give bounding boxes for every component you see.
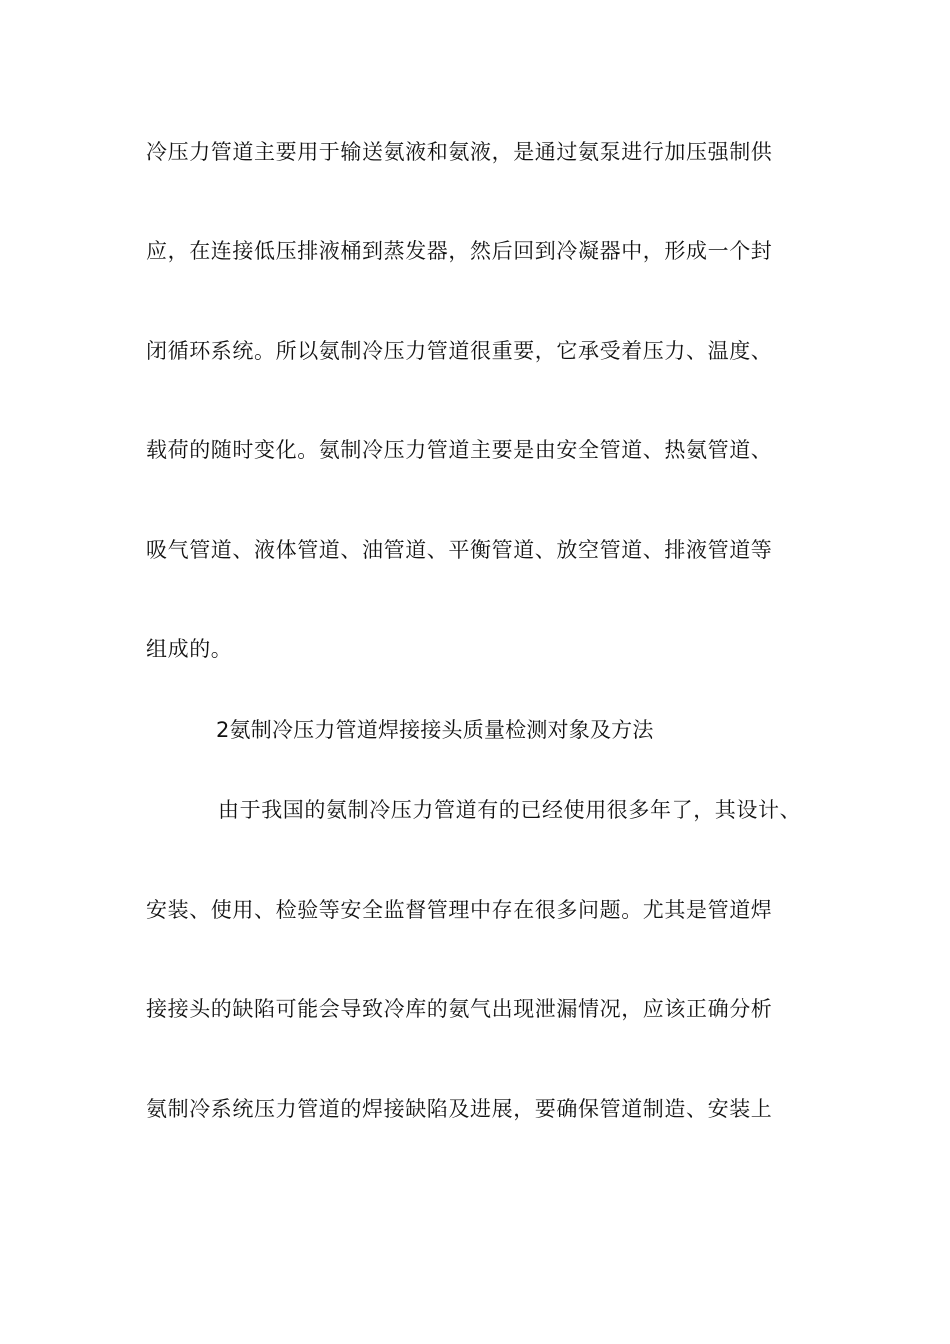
paragraph-2-line-1: 由于我国的氨制冷压力管道有的已经使用很多年了，其设计、 bbox=[218, 798, 802, 822]
paragraph-1-line-1: 冷压力管道主要用于输送氨液和氨液，是通过氨泵进行加压强制供 bbox=[146, 140, 773, 164]
paragraph-2-line-3: 接接头的缺陷可能会导致冷库的氨气出现泄漏情况，应该正确分析 bbox=[146, 997, 773, 1021]
paragraph-1-line-6: 组成的。 bbox=[146, 637, 233, 661]
paragraph-2-line-4: 氨制冷系统压力管道的焊接缺陷及进展，要确保管道制造、安装上 bbox=[146, 1097, 773, 1121]
paragraph-1-line-5: 吸气管道、液体管道、油管道、平衡管道、放空管道、排液管道等 bbox=[146, 538, 773, 562]
paragraph-2-line-2: 安装、使用、检验等安全监督管理中存在很多问题。尤其是管道焊 bbox=[146, 898, 773, 922]
paragraph-1-line-3: 闭循环系统。所以氨制冷压力管道很重要，它承受着压力、温度、 bbox=[146, 339, 773, 363]
paragraph-1-line-2: 应，在连接低压排液桶到蒸发器，然后回到冷凝器中，形成一个封 bbox=[146, 239, 773, 263]
section-heading: 2氨制冷压力管道焊接接头质量检测对象及方法 bbox=[216, 718, 654, 742]
paragraph-1-line-4: 载荷的随时变化。氨制冷压力管道主要是由安全管道、热氨管道、 bbox=[146, 438, 773, 462]
